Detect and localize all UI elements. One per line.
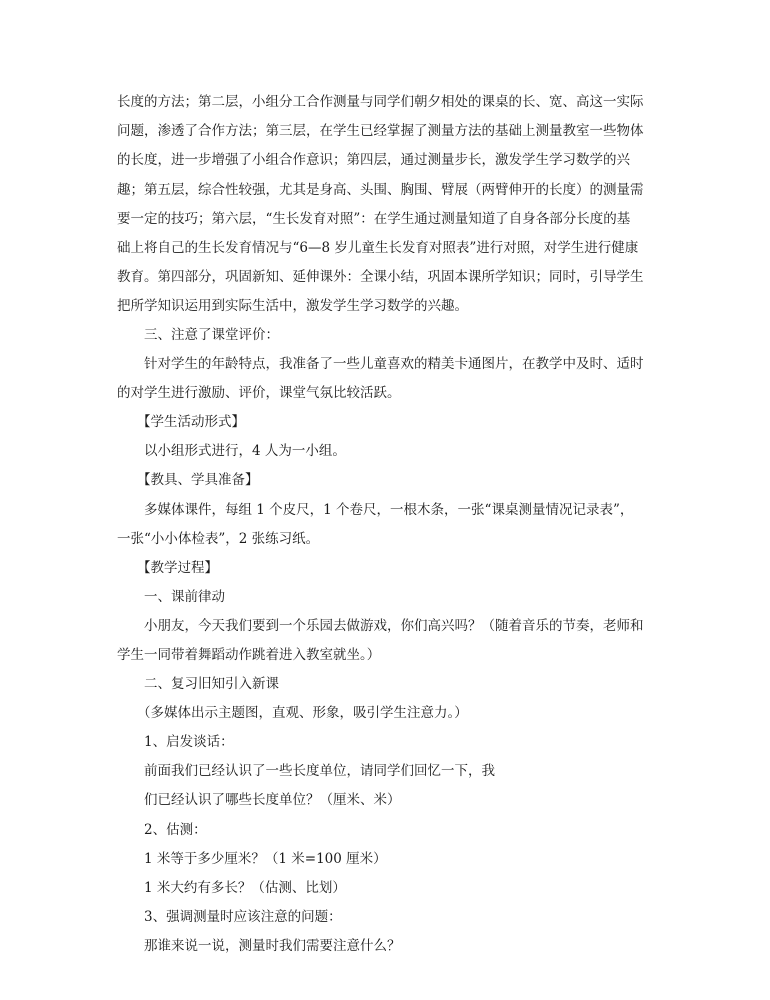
text-line: 把所学知识运用到实际生活中，激发学生学习数学的兴趣。 xyxy=(117,298,468,314)
text-line: 要一定的技巧；第六层，“生长发育对照”：在学生通过测量知道了自身各部分长度的基 xyxy=(117,211,631,227)
text-line: 1 米大约有多长？（估测、比划） xyxy=(144,880,346,896)
item-heading: 3、强调测量时应该注意的问题： xyxy=(144,909,342,925)
text-line: 那谁来说一说，测量时我们需要注意什么？ xyxy=(144,938,401,954)
text-line: （多媒体出示主题图，直观、形象，吸引学生注意力。） xyxy=(137,705,468,721)
item-heading: 2、估测： xyxy=(144,822,207,838)
text-line: 1 米等于多少厘米？（1 米=100 厘米） xyxy=(144,851,387,867)
section-heading: 三、注意了课堂评价： xyxy=(144,327,279,343)
text-line: 前面我们已经认识了一些长度单位，请同学们回忆一下，我 xyxy=(144,763,495,779)
text-line: 长度的方法；第二层，小组分工合作测量与同学们朝夕相处的课桌的长、宽、高这一实际 xyxy=(117,94,644,110)
text-line: 教育。第四部分，巩固新知、延伸课外：全课小结，巩固本课所学知识；同时，引导学生 xyxy=(117,269,644,285)
text-line: 的对学生进行激励、评价，课堂气氛比较活跃。 xyxy=(117,385,401,401)
text-line: 们已经认识了哪些长度单位？（厘米、米） xyxy=(144,792,401,808)
text-line: 趣；第五层，综合性较强，尤其是身高、头围、胸围、臂展（两臂伸开的长度）的测量需 xyxy=(117,182,644,198)
text-line: 问题，渗透了合作方法；第三层，在学生已经掌握了测量方法的基础上测量教室一些物体 xyxy=(117,123,644,139)
section-heading: 【教具、学具准备】 xyxy=(137,472,259,488)
text-line: 以小组形式进行，4 人为一小组。 xyxy=(144,443,346,459)
text-line: 学生一同带着舞蹈动作跳着进入教室就坐。） xyxy=(117,647,381,663)
text-line: 小朋友，今天我们要到一个乐园去做游戏，你们高兴吗？（随着音乐的节奏，老师和 xyxy=(144,618,644,634)
section-heading: 二、复习旧知引入新课 xyxy=(144,676,279,692)
text-line: 的长度，进一步增强了小组合作意识；第四层，通过测量步长，激发学生学习数学的兴 xyxy=(117,152,630,168)
text-line: 一张“小小体检表”，2 张练习纸。 xyxy=(117,531,320,547)
text-line: 础上将自己的生长发育情况与“6—8 岁儿童生长发育对照表”进行对照，对学生进行健康 xyxy=(117,240,639,256)
section-heading: 【学生活动形式】 xyxy=(137,414,245,430)
text-line: 多媒体课件，每组 1 个皮尺，1 个卷尺，一根木条，一张“课桌测量情况记录表”， xyxy=(144,502,634,518)
section-heading: 一、课前律动 xyxy=(144,589,225,605)
section-heading: 【教学过程】 xyxy=(137,560,218,576)
item-heading: 1、启发谈话： xyxy=(144,734,234,750)
text-line: 针对学生的年龄特点，我准备了一些儿童喜欢的精美卡通图片，在教学中及时、适时 xyxy=(144,356,644,372)
